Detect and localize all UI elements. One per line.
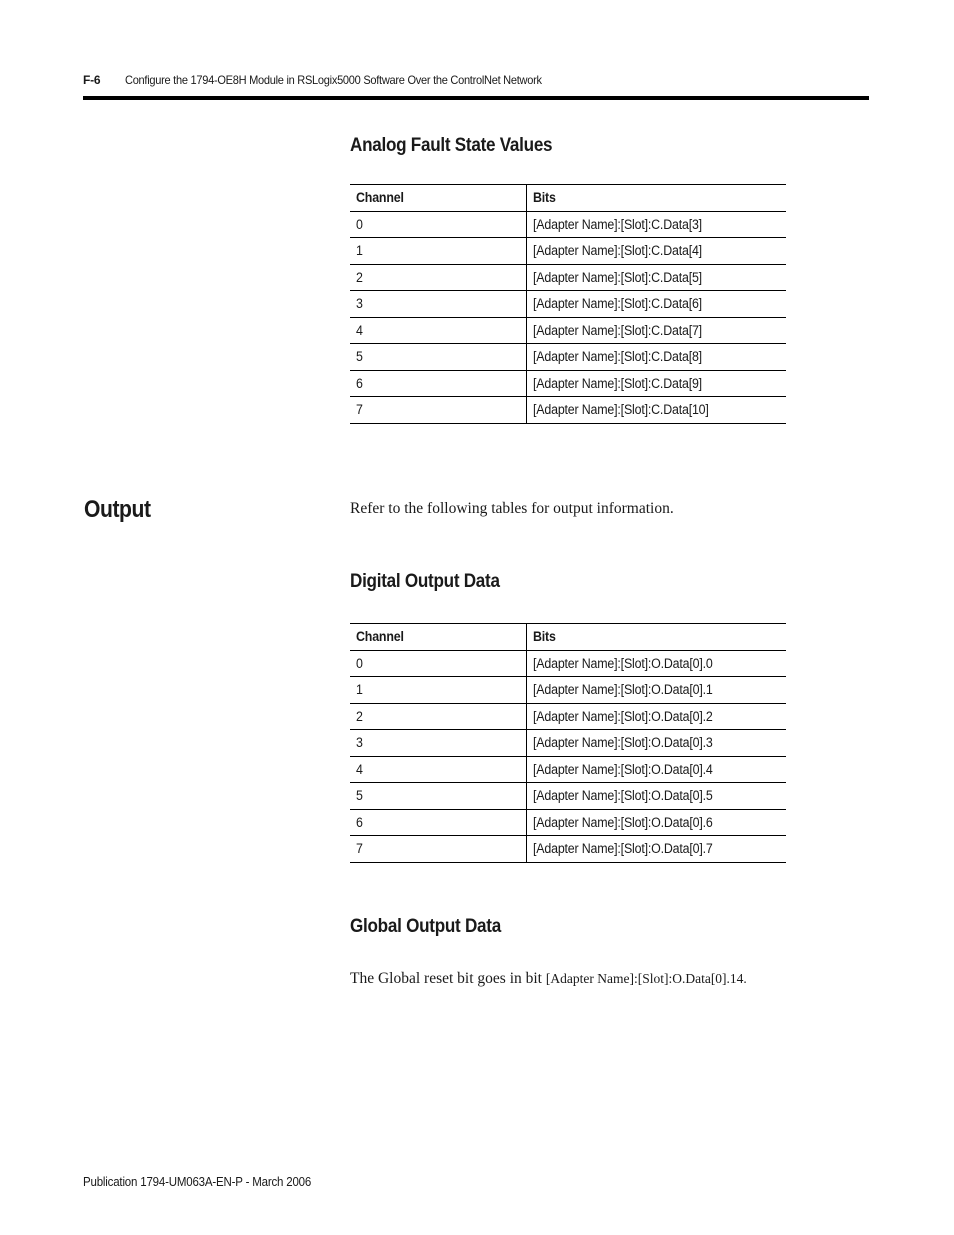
bits-cell: [Adapter Name]:[Slot]:C.Data[10]: [526, 397, 786, 424]
channel-cell: 0: [350, 211, 526, 238]
table-header-row: [350, 185, 786, 212]
channel-cell: 6: [350, 370, 526, 397]
channel-cell: 3: [350, 730, 526, 757]
bits-cell: [Adapter Name]:[Slot]:O.Data[0].6: [526, 809, 786, 836]
channel-cell: 1: [350, 677, 526, 704]
column-header-channel: Channel: [350, 185, 526, 212]
digital-output-heading: Digital Output Data: [350, 571, 500, 592]
table-row: [350, 238, 786, 265]
bits-cell: [Adapter Name]:[Slot]:C.Data[4]: [526, 238, 786, 265]
bits-cell: [Adapter Name]:[Slot]:C.Data[6]: [526, 291, 786, 318]
table-row: [350, 783, 786, 810]
table-row: [350, 730, 786, 757]
channel-cell: 4: [350, 756, 526, 783]
page-header: [83, 73, 869, 103]
output-section-heading: Output: [84, 496, 151, 523]
bits-cell: [Adapter Name]:[Slot]:O.Data[0].7: [526, 836, 786, 863]
table-row: [350, 264, 786, 291]
channel-cell: 3: [350, 291, 526, 318]
channel-cell: 1: [350, 238, 526, 265]
table-row: [350, 317, 786, 344]
bits-cell: [Adapter Name]:[Slot]:C.Data[7]: [526, 317, 786, 344]
channel-cell: 0: [350, 650, 526, 677]
global-reset-tag: [Adapter Name]:[Slot]:O.Data[0].14.: [545, 971, 747, 986]
running-title: Configure the 1794-OE8H Module in RSLogix5000 Software Over the ControlNet Network: [125, 73, 542, 87]
output-intro-text: Refer to the following tables for output information.: [350, 500, 674, 517]
bits-cell: [Adapter Name]:[Slot]:O.Data[0].1: [526, 677, 786, 704]
bits-cell: [Adapter Name]:[Slot]:O.Data[0].4: [526, 756, 786, 783]
publication-footer: Publication 1794-UM063A-EN-P - March 2006: [83, 1175, 312, 1189]
global-output-heading: Global Output Data: [350, 916, 501, 937]
column-header-bits: Bits: [526, 624, 786, 651]
table-row: [350, 703, 786, 730]
table-row: [350, 809, 786, 836]
bits-cell: [Adapter Name]:[Slot]:C.Data[5]: [526, 264, 786, 291]
table-row: [350, 397, 786, 424]
analog-fault-heading: Analog Fault State Values: [350, 135, 553, 156]
table-row: [350, 677, 786, 704]
bits-cell: [Adapter Name]:[Slot]:C.Data[3]: [526, 211, 786, 238]
table-row: [350, 650, 786, 677]
table-row: [350, 211, 786, 238]
bits-cell: [Adapter Name]:[Slot]:C.Data[8]: [526, 344, 786, 371]
global-output-text: [350, 970, 747, 988]
table-row: [350, 344, 786, 371]
header-rule: [83, 96, 869, 100]
digital-output-table: [350, 623, 786, 863]
bits-cell: [Adapter Name]:[Slot]:O.Data[0].0: [526, 650, 786, 677]
channel-cell: 5: [350, 344, 526, 371]
table-row: [350, 370, 786, 397]
table-row: [350, 836, 786, 863]
page-number: F-6: [83, 73, 101, 87]
table-row: [350, 756, 786, 783]
channel-cell: 7: [350, 397, 526, 424]
global-output-text-lead: The Global reset bit goes in bit: [350, 970, 546, 987]
table-row: [350, 291, 786, 318]
channel-cell: 7: [350, 836, 526, 863]
table-header-row: [350, 624, 786, 651]
channel-cell: 2: [350, 264, 526, 291]
channel-cell: 5: [350, 783, 526, 810]
bits-cell: [Adapter Name]:[Slot]:O.Data[0].3: [526, 730, 786, 757]
channel-cell: 4: [350, 317, 526, 344]
bits-cell: [Adapter Name]:[Slot]:O.Data[0].2: [526, 703, 786, 730]
channel-cell: 6: [350, 809, 526, 836]
bits-cell: [Adapter Name]:[Slot]:C.Data[9]: [526, 370, 786, 397]
bits-cell: [Adapter Name]:[Slot]:O.Data[0].5: [526, 783, 786, 810]
column-header-bits: Bits: [526, 185, 786, 212]
channel-cell: 2: [350, 703, 526, 730]
column-header-channel: Channel: [350, 624, 526, 651]
analog-fault-table: [350, 184, 786, 424]
